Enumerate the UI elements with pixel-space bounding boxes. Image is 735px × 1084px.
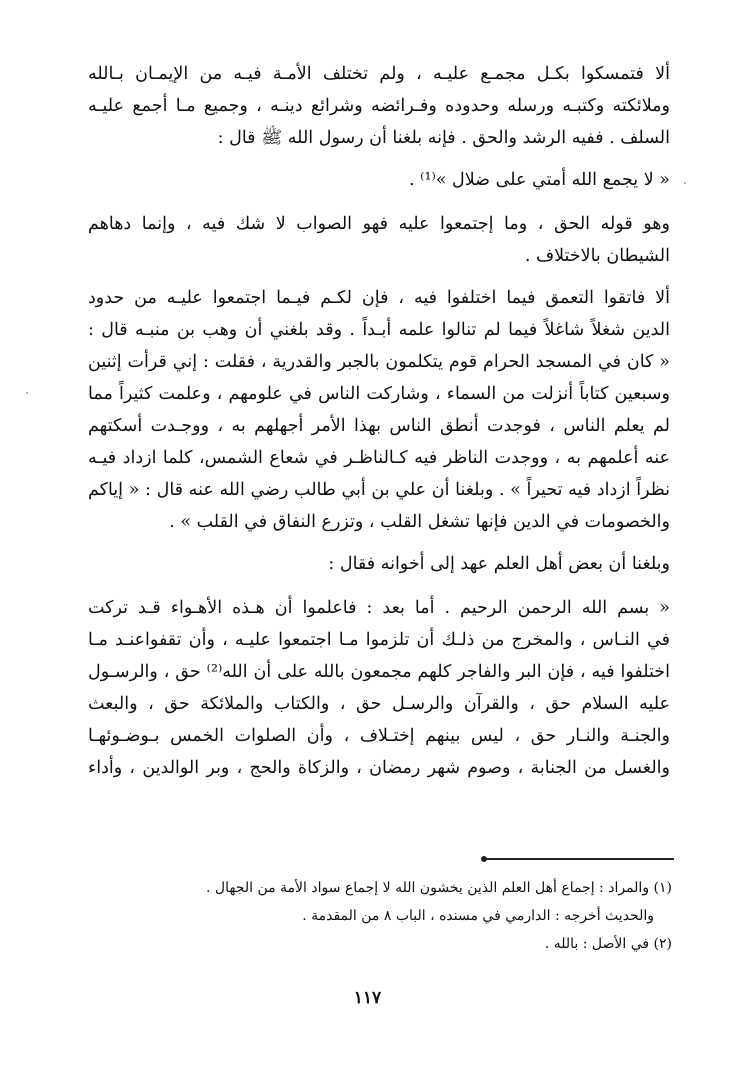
paragraph-hadith xyxy=(88,164,670,196)
text-line: وهو قوله الحق ، وما إجتمعوا عليه فهو الصواب لا شك فيه ، وإنما دهاهم xyxy=(88,214,670,234)
page-number: ١١٧ xyxy=(353,988,382,1008)
text-line: والجنـة والنـار حق ، ليس بينهم إختـلاف ، وأن الصلوات الخمس بـوضـوئهـا xyxy=(88,726,670,746)
text-line: وبلغنا أن بعض أهل العلم عهد إلى أخوانه فقال : xyxy=(328,554,670,574)
text-line: عنه أعلمهم به ، ووجدت الناظر فيه كـالناظـر في شعاع الشمس، كلما ازداد فيـه xyxy=(88,448,670,468)
footnotes xyxy=(160,874,672,958)
text-line: ألا فتمسكوا بكـل مجمـع عليـه ، ولم تختلف الأمـة فيـه من الإيمـان بـالله xyxy=(88,64,670,84)
paragraph-1 xyxy=(88,58,670,154)
text-line: الدين شغلاً شاغلاً فيما لم تنالوا علمه أبـداً . وقد بلغني أن وهب بن منبـه قال : xyxy=(88,320,670,340)
paragraph-6 xyxy=(88,592,670,784)
footnote-2: (٢) في الأصل : بالله . xyxy=(544,936,672,952)
scan-speck xyxy=(26,392,28,394)
text-line: ألا فاتقوا التعمق فيما اختلفوا فيه ، فإن لكـم فيـما اجتمعوا عليـه من حدود xyxy=(88,288,670,308)
scan-speck xyxy=(684,182,686,184)
footnote-1-continued: والحديث أخرجه : الدارمي في مسنده ، الباب ٨ من المقدمة . xyxy=(302,908,654,924)
text-line: لم يعلم الناس ، فوجدت أنطق الناس بهذا الأمر أجهلهم به ، ووجـدت أسكتهم xyxy=(88,416,670,436)
paragraph-4 xyxy=(88,282,670,538)
text-line: « كان في المسجد الحرام قوم يتكلمون بالجبر والقدرية ، فقلت : إني قرأت إثنين xyxy=(88,352,670,372)
text-line: اختلفوا فيه ، فإن البر والفاجر كلهم مجمعون بالله على أن الله⁽²⁾ حق ، والرسـول xyxy=(88,662,670,682)
paragraph-3 xyxy=(88,208,670,272)
footnote-1: (١) والمراد : إجماع أهل العلم الذين يخشون الله لا إجماع سواد الأمة من الجهال . xyxy=(206,880,672,896)
text-line: والغسل من الجنابة ، وصوم شهر رمضان ، والزكاة والحج ، وبر الوالدين ، وأداء xyxy=(88,758,670,778)
separator-dot xyxy=(481,856,487,862)
paragraph-5 xyxy=(88,548,670,580)
text-line: وسبعين كتاباً أنزلت من السماء ، وشاركت الناس في علومهم ، وعلمت كثيراً مما xyxy=(88,384,670,404)
main-text xyxy=(88,58,670,794)
text-line: « لا يجمع الله أمتي على ضلال »⁽¹⁾ . xyxy=(409,170,670,190)
text-line: السلف . ففيه الرشد والحق . فإنه بلغنا أن رسول الله ﷺ قال : xyxy=(217,128,670,148)
text-line: نظراً ازداد فيه تحيراً » . وبلغنا أن علي بن أبي طالب رضي الله عنه قال : « إياكم xyxy=(88,480,670,500)
text-line: الشيطان بالاختلاف . xyxy=(524,246,670,266)
text-line: والخصومات في الدين فإنها تشغل القلب ، وتزرع النفاق في القلب » . xyxy=(169,512,670,532)
text-line: في النـاس ، والمخرج من ذلـك أن تلزموا مـا اجتمعوا عليـه ، وأن تقفواعنـد مـا xyxy=(88,630,670,650)
text-line: عليه السلام حق ، والقرآن والرسـل حق ، والكتاب والملائكة حق ، والبعث xyxy=(88,694,670,714)
footnote-separator xyxy=(484,858,674,860)
text-line: « بسم الله الرحمن الرحيم . أما بعد : فاعلموا أن هـذه الأهـواء قـد تركت xyxy=(88,598,670,618)
text-line: وملائكته وكتبـه ورسله وحدوده وفـرائضه وشرائع دينـه ، وجميع مـا أجمع عليـه xyxy=(88,96,670,116)
